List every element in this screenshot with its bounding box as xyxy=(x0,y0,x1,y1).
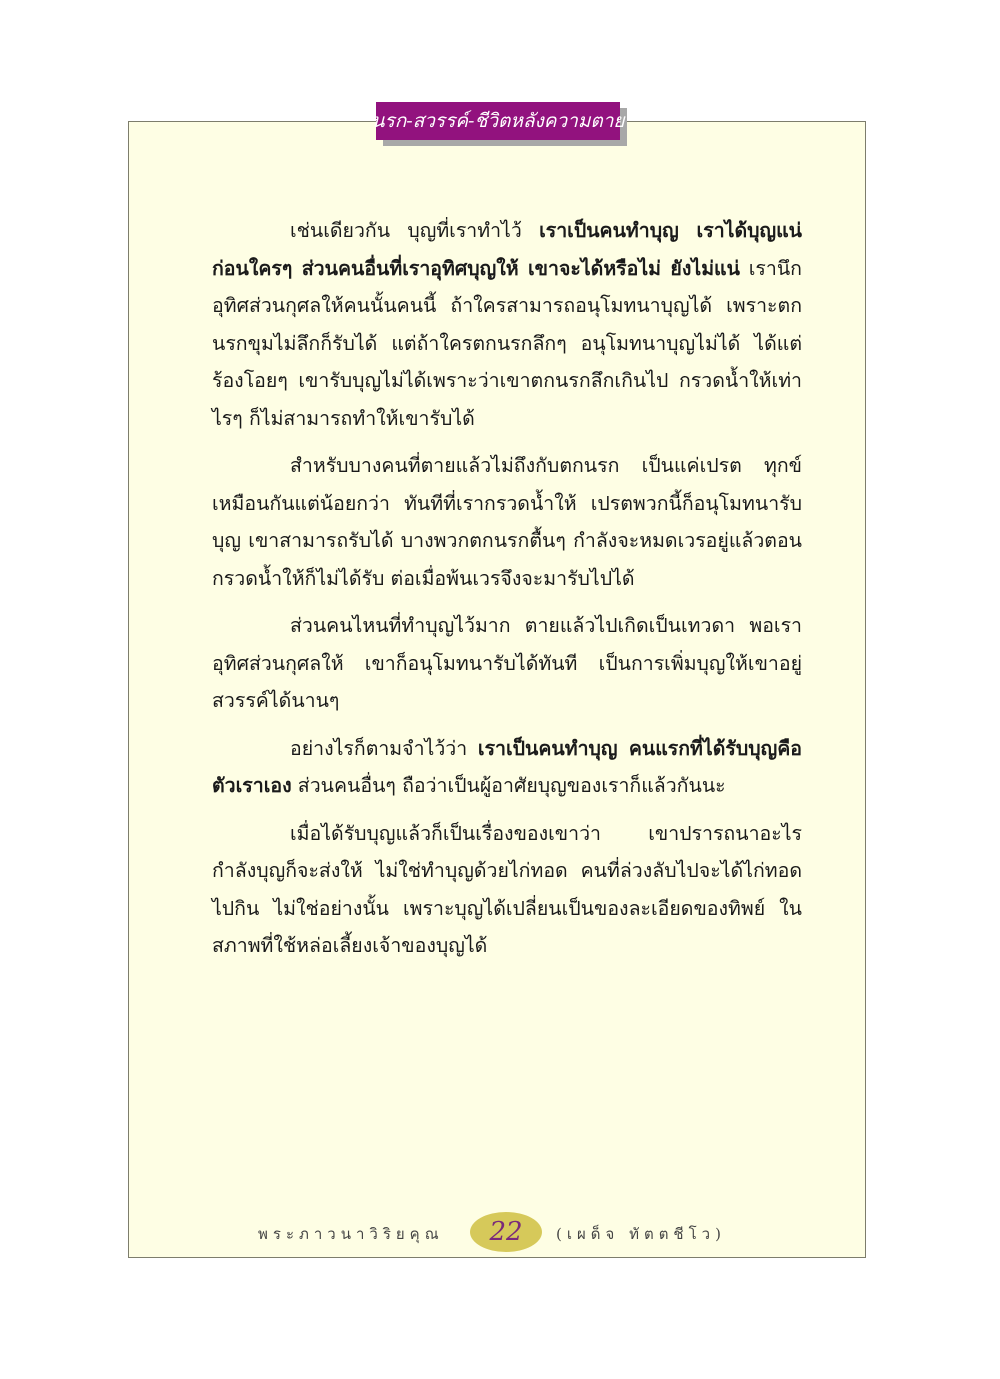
paragraph-5: เมื่อได้รับบุญแล้วก็เป็นเรื่องของเขาว่า เขาปรารถนาอะไร กำลังบุญก็จะส่งให้ ไม่ใช่ทำบุญด้วยไก่ทอด คนที่ล่วงลับไปจะได้ไก่ทอดไปกิน ไม่ใช่อย่างนั้น เพราะบุญได้เปลี่ยนเป็นของละเอียดของทิพย์ ในสภาพที่ใช้หล่อเลี้ยงเจ้าของบุญได้ xyxy=(212,821,802,957)
footer xyxy=(0,1212,1000,1252)
paragraph-2: สำหรับบางคนที่ตายแล้วไม่ถึงกับตกนรก เป็นแค่เปรต ทุกข์เหมือนกันแต่น้อยกว่า ทันทีที่เรากรวดน้ำให้ เปรตพวกนี้ก็อนุโมทนารับบุญ เขาสามารถรับได้ บางพวกตกนรกตื้นๆ กำลังจะหมดเวรอยู่แล้วตอนกรวดน้ำให้ก็ไม่ได้รับ ต่อเมื่อพ้นเวรจึงจะมารับไปได้ xyxy=(212,454,802,590)
chapter-title: นรก-สวรรค์-ชีวิตหลังความตาย xyxy=(376,102,620,140)
body-text xyxy=(212,212,802,975)
paragraph-3: ส่วนคนไหนที่ทำบุญไว้มาก ตายแล้วไปเกิดเป็นเทวดา พอเราอุทิศส่วนกุศลให้ เขาก็อนุโมทนารับได้ทันที เป็นการเพิ่มบุญให้เขาอยู่สวรรค์ได้นานๆ xyxy=(212,614,802,712)
paragraph-1-text-a: เช่นเดียวกัน บุญที่เราทำไว้ xyxy=(290,219,540,242)
paragraph-4 xyxy=(212,730,802,805)
paragraph-1-text-b: เรานึกอุทิศส่วนกุศลให้คนนั้นคนนี้ ถ้าใครสามารถอนุโมทนาบุญได้ เพราะตกนรกขุมไม่ลึกก็รับได้ แต่ถ้าใครตกนรกลึกๆ อนุโมทนาบุญไม่ได้ ได้แต่ร้องโอยๆ เขารับบุญไม่ได้เพราะว่าเขาตกนรกลึกเกินไป กรวดน้ำให้เท่าไรๆ ก็ไม่สามารถทำให้เขารับได้ xyxy=(212,256,802,430)
paragraph-4-bold: เราเป็นคนทำบุญ คนแรกที่ได้รับบุญคือตัวเราเอง xyxy=(212,736,802,797)
footer-author-name: (เผด็จ ทัตตชีโว) xyxy=(556,1225,726,1243)
paragraph-1 xyxy=(212,212,802,437)
page-number: 22 xyxy=(470,1212,542,1252)
paragraph-4-text-b: ส่วนคนอื่นๆ ถือว่าเป็นผู้อาศัยบุญของเราก็แล้วกันนะ xyxy=(291,774,726,797)
paragraph-4-text-a: อย่างไรก็ตามจำไว้ว่า xyxy=(290,736,478,760)
paragraph-1-bold: เราเป็นคนทำบุญ เราได้บุญแน่ก่อนใครๆ ส่วนคนอื่นที่เราอุทิศบุญให้ เขาจะได้หรือไม่ ยังไม่แน่ xyxy=(212,219,803,280)
footer-author: พระภาวนาวิริยคุณ xyxy=(258,1225,444,1243)
